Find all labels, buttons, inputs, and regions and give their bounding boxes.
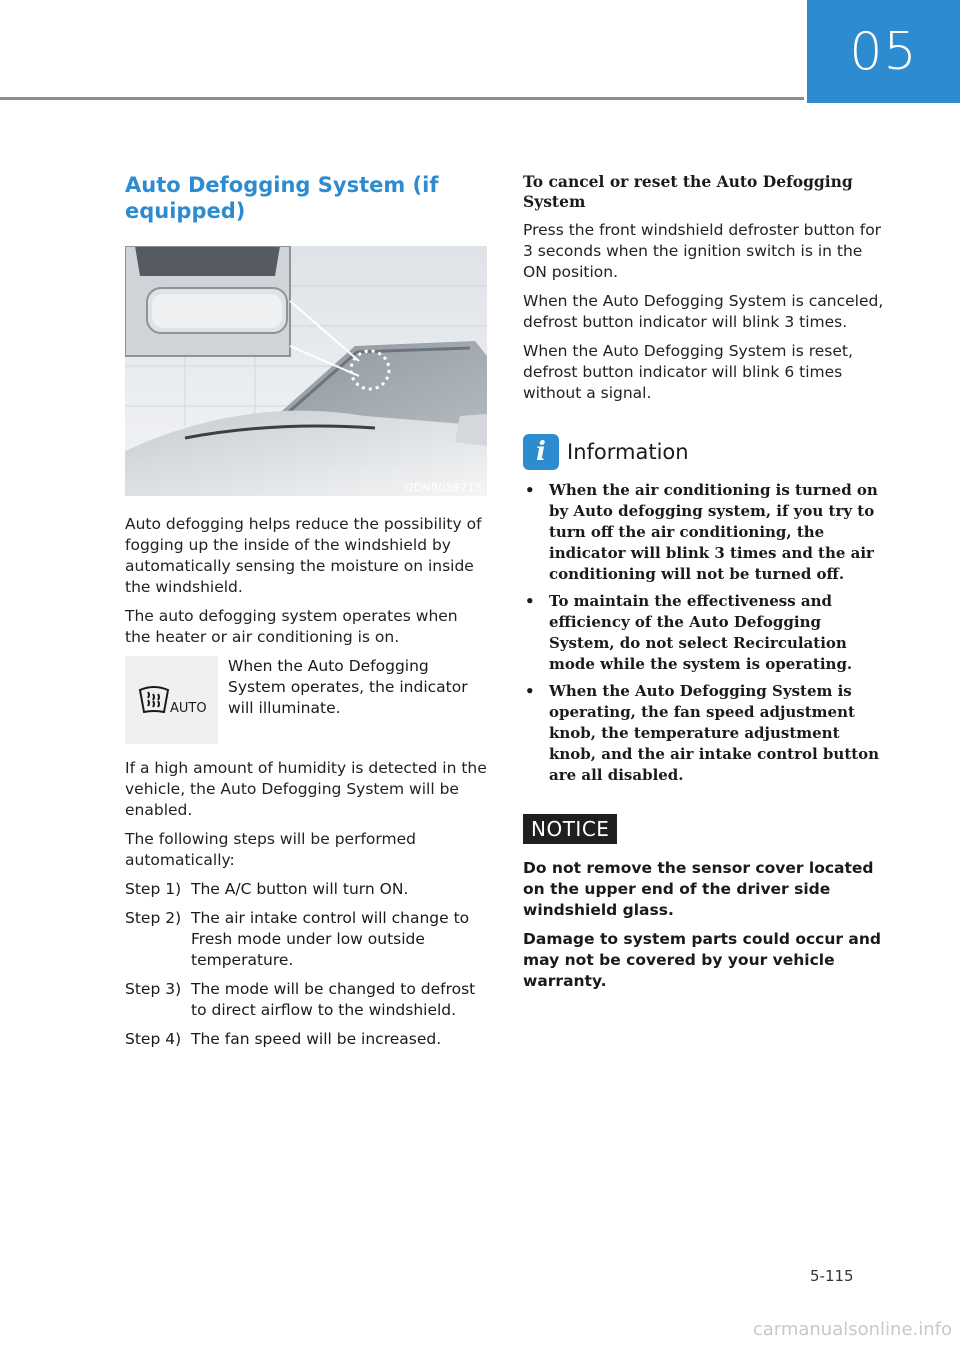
step-item: [125, 908, 487, 971]
step-label: Step 2): [125, 909, 182, 927]
left-column: [125, 172, 487, 1058]
cancel-paragraph-2: When the Auto Defogging System is canceled, defrost button indicator will blink 3 times.: [523, 292, 884, 331]
figure-caption: ODN8059215: [404, 481, 482, 494]
header-rule: [0, 97, 804, 100]
section-title: Auto Defogging System (if equipped): [125, 173, 439, 223]
chapter-tab: [807, 0, 960, 103]
info-icon: i: [523, 434, 559, 470]
list-item: [523, 681, 887, 786]
step-text: The mode will be changed to defrost to direct airflow to the windshield.: [191, 980, 476, 1019]
bullet-icon: •: [525, 592, 535, 610]
step-item: [125, 1029, 487, 1050]
page-number: 5-115: [810, 1267, 854, 1285]
indicator-description: When the Auto Defogging System operates, the indicator will illuminate.: [228, 657, 468, 717]
intro-paragraph: Auto defogging helps reduce the possibility of fogging up the inside of the windshield by automatically sensing the moisture on inside the windshield.: [125, 515, 482, 596]
info-item-text: When the air conditioning is turned on by Auto defogging system, if you try to turn off the air conditioning, the indicator will blink 3 times and the air conditioning will not be turned off.: [549, 481, 878, 583]
indicator-row: [125, 656, 487, 744]
list-item: [523, 480, 887, 585]
windshield-illustration: [125, 246, 487, 496]
cancel-paragraph-1: Press the front windshield defroster button for 3 seconds when the ignition switch is in the ON position.: [523, 221, 882, 281]
auto-defrost-icon: [136, 680, 208, 720]
step-text: The A/C button will turn ON.: [191, 880, 409, 898]
right-column: [523, 172, 887, 1000]
steps-intro: The following steps will be performed automatically:: [125, 830, 416, 869]
chapter-number: 05: [849, 21, 918, 82]
info-item-text: When the Auto Defogging System is operating, the fan speed adjustment knob, the temperature adjustment knob, and the air intake control button are all disabled.: [549, 682, 880, 784]
step-label: Step 1): [125, 880, 182, 898]
cancel-reset-heading: To cancel or reset the Auto Defogging System: [523, 172, 853, 211]
watermark: carmanualsonline.info: [752, 1319, 952, 1340]
step-label: Step 4): [125, 1030, 182, 1048]
auto-defog-indicator: [125, 656, 218, 744]
information-list: [523, 480, 887, 786]
auto-icon-label: AUTO: [169, 701, 207, 716]
step-label: Step 3): [125, 980, 182, 998]
windshield-figure: [125, 246, 487, 496]
operation-paragraph: The auto defogging system operates when the heater or air conditioning is on.: [125, 607, 458, 646]
step-text: The air intake control will change to Fresh mode under low outside temperature.: [191, 909, 470, 969]
notice-badge: NOTICE: [523, 814, 617, 844]
notice-paragraph-1: Do not remove the sensor cover located on the upper end of the driver side windshield glass.: [523, 859, 874, 919]
step-item: [125, 979, 487, 1021]
information-heading: [523, 434, 887, 470]
list-item: [523, 591, 887, 675]
reset-paragraph: When the Auto Defogging System is reset, defrost button indicator will blink 6 times without a signal.: [523, 342, 853, 402]
bullet-icon: •: [525, 481, 535, 499]
step-item: [125, 879, 487, 900]
bullet-icon: •: [525, 682, 535, 700]
info-item-text: To maintain the effectiveness and efficiency of the Auto Defogging System, do not select Recirculation mode while the system is operating.: [549, 592, 853, 673]
information-title: Information: [567, 440, 689, 464]
step-text: The fan speed will be increased.: [191, 1030, 442, 1048]
notice-paragraph-2: Damage to system parts could occur and may not be covered by your vehicle warranty.: [523, 930, 882, 990]
humidity-paragraph: If a high amount of humidity is detected in the vehicle, the Auto Defogging System will be enabled.: [125, 759, 487, 819]
